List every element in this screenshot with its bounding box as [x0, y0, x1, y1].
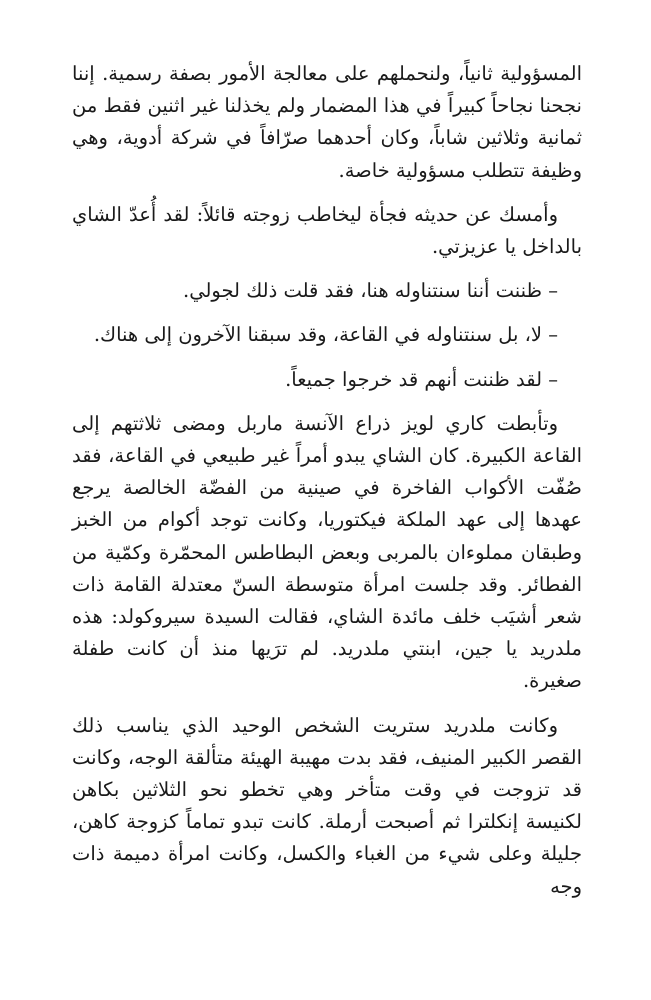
- paragraph-tea-announcement: وأمسك عن حديثه فجأة ليخاطب زوجته قائلاً: لقد أُعدّ الشاي بالداخل يا عزيزتي.: [72, 202, 582, 259]
- page-text-body: [72, 58, 582, 915]
- paragraph-mildred: وكانت ملدريد ستريت الشخص الوحيد الذي يناسب ذلك القصر الكبير المنيف، فقد بدت مهيبة الهيئة متألقة الوجه، وكانت قد تزوجت في وقت متأخر وهي تخطو نحو الثلاثين بكاهن لكنيسة إنكلترا ثم أصبحت أرملة. كانت تبدو تماماً كزوجة كاهن، جليلة وعلى شيء من الغباء والكسل، وكانت امرأة دميمة ذات وجه: [72, 713, 582, 898]
- dialogue-line-1: – ظننت أننا سنتناوله هنا، فقد قلت ذلك لجولي.: [183, 279, 558, 303]
- dialogue-line-2: – لا، بل سنتناوله في القاعة، وقد سبقنا الآخرون إلى هناك.: [93, 323, 558, 347]
- paragraph-great-hall: وتأبطت كاري لويز ذراع الآنسة ماربل ومضى ثلاثتهم إلى القاعة الكبيرة. كان الشاي يبدو أمراً غير طبيعي في القاعة، فقد صُفّت الأكواب الفاخرة في صينية من الفضّة الخالصة يرجع عهدها إلى عهد الملكة فيكتوريا، وكانت توجد أكوام من الخبز وطبقان مملوءان بالمربى وبعض البطاطس المحمّرة وكمّية من الفطائر. وقد جلست امرأة متوسطة السنّ معتدلة القامة ذات شعر أشيَب خلف مائدة الشاي، فقالت السيدة سيروكولد: هذه ملدريد يا جين، ابنتي ملدريد. لم ترَيها منذ أن كانت طفلة صغيرة.: [72, 411, 582, 693]
- paragraph-continuation: المسؤولية ثانياً، ولنحملهم على معالجة الأمور بصفة رسمية. إننا نجحنا نجاحاً كبيراً في هذا المضمار ولم يخذلنا غير اثنين فقط من ثمانية وثلاثين شاباً، وكان أحدهما صرّافاً في شركة أدوية، وهي وظيفة تتطلب مسؤولية خاصة.: [72, 62, 582, 182]
- dialogue-line-3: – لقد ظننت أنهم قد خرجوا جميعاً.: [285, 367, 558, 391]
